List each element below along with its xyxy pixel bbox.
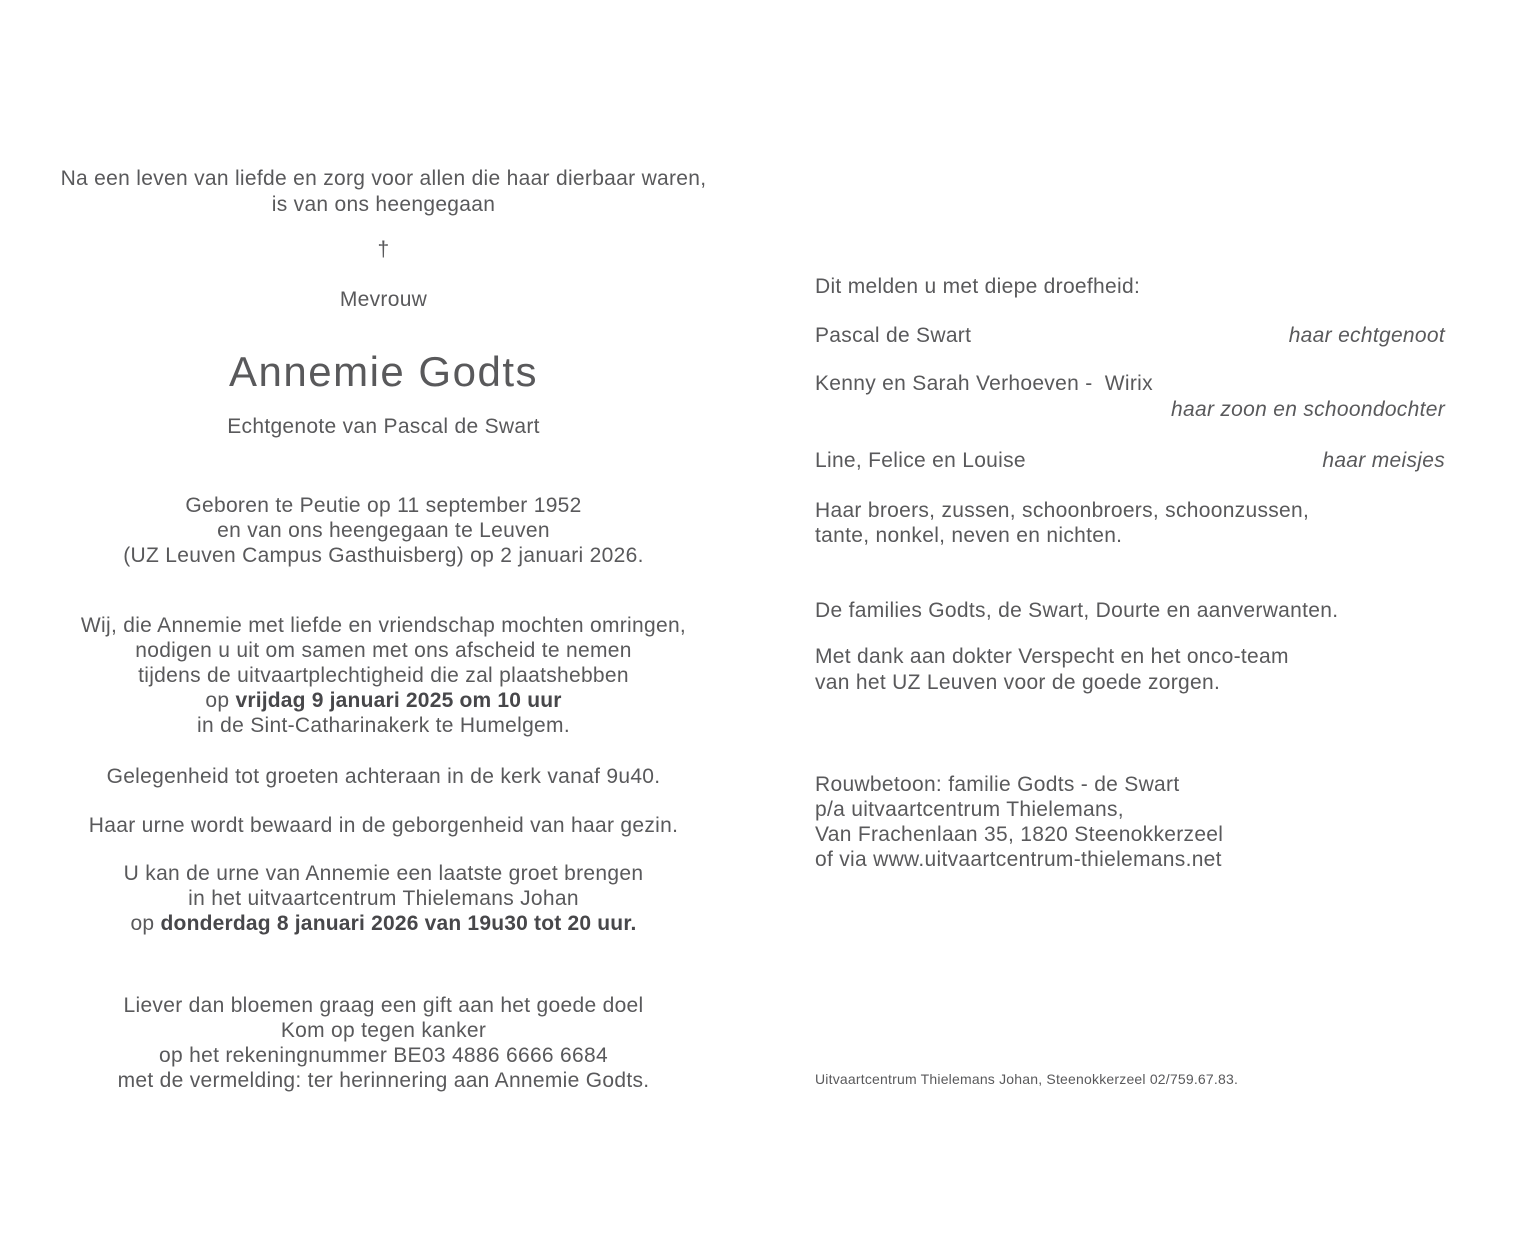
donation-line-1: Liever dan bloemen graag een gift aan het goede doel — [123, 994, 644, 1017]
invitation-line-2: nodigen u uit om samen met ons afscheid te nemen — [135, 639, 632, 662]
intro-line-1: Na een leven van liefde en zorg voor allen die haar dierbaar waren, — [60, 167, 707, 190]
family-member-name: Kenny en Sarah Verhoeven - Wirix — [815, 372, 1153, 395]
visit-line-2: in het uitvaartcentrum Thielemans Johan — [188, 887, 579, 910]
cross-symbol — [30, 237, 737, 262]
urn-line: Haar urne wordt bewaard in de geborgenheid van haar gezin. — [88, 814, 679, 837]
invitation-line-1: Wij, die Annemie met liefde en vriendschap mochten omringen, — [80, 614, 687, 637]
visit-prefix: op — [130, 912, 161, 935]
family-row-spouse — [815, 323, 1445, 348]
invitation-line-3: tijdens de uitvaartplechtigheid die zal plaatshebben — [138, 664, 629, 687]
condolence-line-1: Rouwbetoon: familie Godts - de Swart — [815, 773, 1180, 796]
announcement-line: Dit melden u met diepe droefheid: — [815, 275, 1141, 298]
intro-line-2: is van ons heengegaan — [271, 193, 496, 216]
families-block — [815, 598, 1445, 623]
relatives-block — [815, 498, 1445, 548]
death-line-2: (UZ Leuven Campus Gasthuisberg) op 2 januari 2026. — [123, 544, 644, 567]
ceremony-datetime-bold: vrijdag 9 januari 2025 om 10 uur — [235, 689, 562, 712]
ceremony-location: in de Sint-Catharinakerk te Humelgem. — [197, 714, 570, 737]
family-member-relation: haar meisjes — [1322, 449, 1445, 472]
donation-line-2: Kom op tegen kanker — [280, 1019, 487, 1042]
intro-block — [30, 166, 737, 218]
donation-block — [30, 993, 737, 1093]
urn-visit-block — [30, 861, 737, 936]
family-row-son — [815, 371, 1445, 423]
family-member-name: Pascal de Swart — [815, 324, 972, 347]
birth-line: Geboren te Peutie op 11 september 1952 — [185, 494, 582, 517]
ceremony-datetime — [30, 688, 737, 713]
condolence-website: of via www.uitvaartcentrum-thielemans.net — [815, 848, 1222, 871]
salutation-text: Mevrouw — [339, 288, 428, 311]
greeting-line: Gelegenheid tot groeten achteraan in de kerk vanaf 9u40. — [106, 765, 661, 788]
family-member-relation: haar zoon en schoondochter — [1171, 398, 1445, 421]
family-row-grandchildren — [815, 448, 1445, 473]
family-member-name: Line, Felice en Louise — [815, 449, 1026, 472]
thanks-line-2: van het UZ Leuven voor de goede zorgen. — [815, 671, 1221, 694]
condolence-address-block — [815, 772, 1445, 872]
spouse-subtitle: Echtgenote van Pascal de Swart — [227, 415, 540, 438]
family-member-relation: haar echtgenoot — [1288, 324, 1445, 347]
thanks-line-1: Met dank aan dokter Verspecht en het onco-team — [815, 645, 1289, 668]
visit-datetime — [30, 911, 737, 936]
deceased-name-block — [30, 346, 737, 398]
salutation-block — [30, 287, 737, 312]
announcement-block — [815, 274, 1445, 299]
funeral-home-footer — [815, 1070, 1445, 1088]
greeting-opportunity-block — [30, 764, 737, 789]
condolence-line-2: p/a uitvaartcentrum Thielemans, — [815, 798, 1124, 821]
relatives-line-1: Haar broers, zussen, schoonbroers, schoonzussen, — [815, 499, 1310, 522]
ceremony-invitation-block — [30, 613, 737, 738]
deceased-name: Annemie Godts — [229, 348, 538, 395]
condolence-line-3: Van Frachenlaan 35, 1820 Steenokkerzeel — [815, 823, 1224, 846]
dagger-icon: † — [377, 238, 390, 261]
urn-keeping-block — [30, 813, 737, 838]
relatives-line-2: tante, nonkel, neven en nichten. — [815, 524, 1123, 547]
visit-line-1: U kan de urne van Annemie een laatste groet brengen — [123, 862, 644, 885]
ceremony-prefix: op — [205, 689, 236, 712]
death-line-1: en van ons heengegaan te Leuven — [217, 519, 550, 542]
funeral-home-contact: Uitvaartcentrum Thielemans Johan, Steenokkerzeel 02/759.67.83. — [815, 1071, 1239, 1087]
families-line: De families Godts, de Swart, Dourte en aanverwanten. — [815, 599, 1339, 622]
spouse-subtitle-block — [30, 414, 737, 439]
donation-line-4: met de vermelding: ter herinnering aan Annemie Godts. — [117, 1069, 650, 1092]
birth-death-block — [30, 493, 737, 568]
donation-line-3: op het rekeningnummer BE03 4886 6666 6684 — [159, 1044, 608, 1067]
visit-datetime-bold: donderdag 8 januari 2026 van 19u30 tot 20 uur. — [160, 912, 637, 935]
thanks-block — [815, 644, 1445, 696]
